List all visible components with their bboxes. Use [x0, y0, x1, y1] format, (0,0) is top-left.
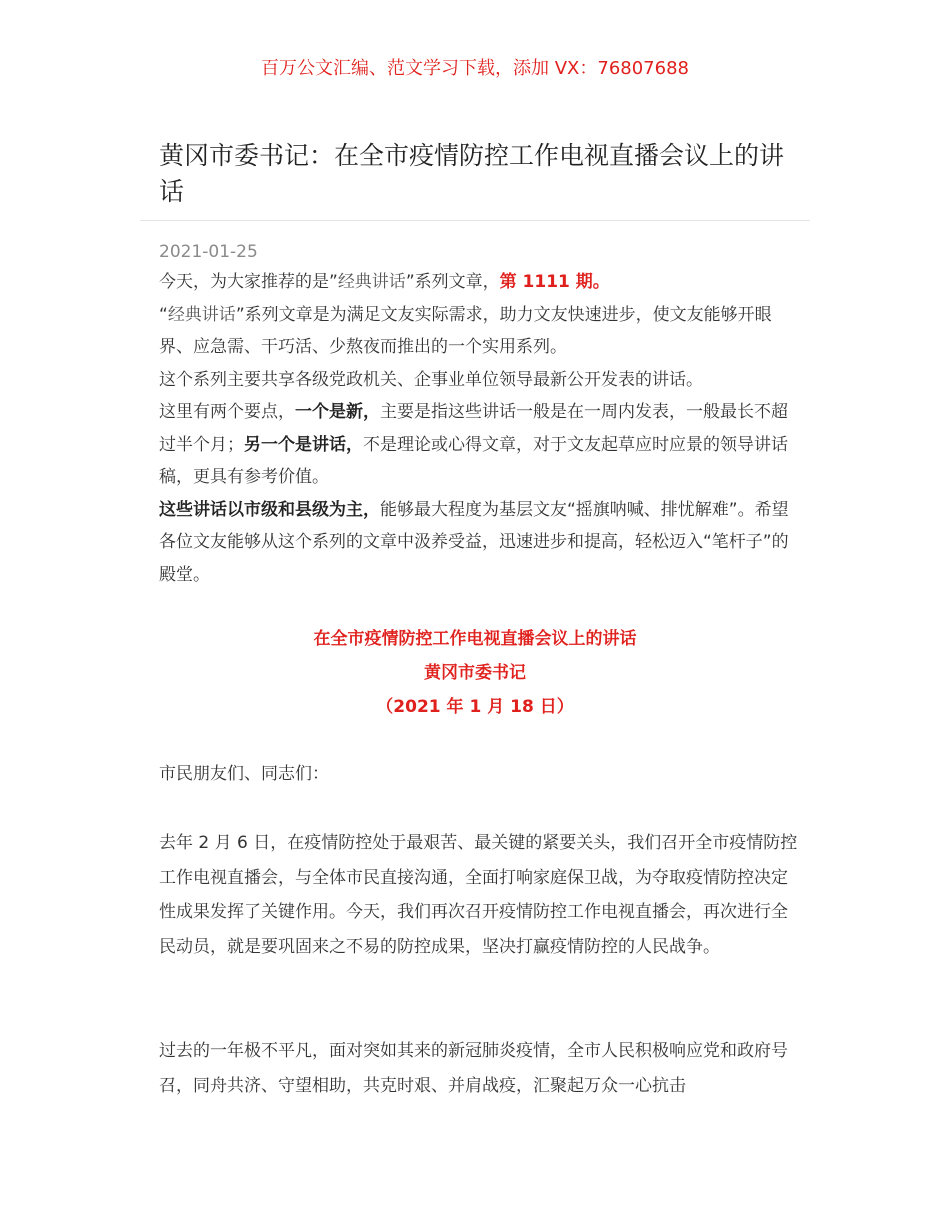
key-point: 一个是新，	[295, 402, 380, 422]
title-divider	[140, 220, 810, 221]
intro-text: 能够最大程度为基层文友“摇旗呐喊、排忧解难”。希望各位文友能够从这个系列的文章中汲养受益，迅速进步和提高，轻松迈入“笔杆子”的殿堂。	[159, 499, 789, 585]
series-name: 经典讲话	[167, 304, 236, 325]
series-name: 经典讲话	[337, 272, 406, 292]
article-title: 黄冈市委书记：在全市疫情防控工作电视直播会议上的讲话	[159, 141, 785, 206]
intro-paragraph-5	[159, 494, 799, 592]
intro-text: 主要是指这些讲话一般是在一周内发表，一般最长不超过半个月；	[159, 402, 788, 455]
speech-speaker: 黄冈市委书记	[424, 663, 526, 683]
speech-header	[0, 622, 950, 724]
speech-greeting: 市民朋友们、同志们：	[159, 764, 329, 784]
speech-date: （2021 年 1 月 18 日）	[376, 697, 574, 717]
intro-paragraph-2	[159, 299, 799, 364]
key-point: 另一个是讲话，	[244, 434, 363, 455]
intro-text: 今天，为大家推荐的是”	[159, 272, 338, 292]
series-intro	[159, 266, 799, 591]
intro-paragraph-3: 这个系列主要共享各级党政机关、企事业单位领导最新公开发表的讲话。	[159, 369, 703, 390]
intro-text: 不是理论或心得文章，对于文友起草应时应景的领导讲话稿，更具有参考价值。	[159, 434, 788, 487]
issue-number: 第 1111 期。	[499, 272, 610, 292]
intro-text: ”系列文章，	[405, 272, 500, 292]
speech-paragraph-1: 去年 2 月 6 日，在疫情防控处于最艰苦、最关键的紧要关头，我们召开全市疫情防控工作电视直播会，与全体市民直接沟通，全面打响家庭保卫战，为夺取疫情防控决定性成果发挥了关键作用。今天，我们再次召开疫情防控工作电视直播会，再次进行全民动员，就是要巩固来之不易的防控成果，坚决打赢疫情防控的人民战争。	[159, 833, 798, 957]
intro-paragraph-4	[159, 396, 799, 494]
promo-banner: 百万公文汇编、范文学习下载，添加 VX：76807688	[261, 58, 689, 79]
intro-text: ”系列文章是为满足文友实际需求，助力文友快速进步，使文友能够开眼界、应急需、干巧活、少熬夜而推出的一个实用系列。	[159, 304, 772, 357]
publish-date: 2021-01-25	[159, 242, 258, 262]
speech-heading: 在全市疫情防控工作电视直播会议上的讲话	[313, 629, 637, 649]
intro-paragraph-1	[159, 266, 799, 299]
intro-text: “	[159, 304, 168, 325]
intro-text: 这里有两个要点，	[159, 402, 295, 422]
speech-paragraph-2: 过去的一年极不平凡，面对突如其来的新冠肺炎疫情，全市人民积极响应党和政府号召，同舟共济、守望相助，共克时艰、并肩战疫，汇聚起万众一心抗击	[159, 1041, 788, 1096]
key-point: 这些讲话以市级和县级为主，	[159, 499, 380, 520]
